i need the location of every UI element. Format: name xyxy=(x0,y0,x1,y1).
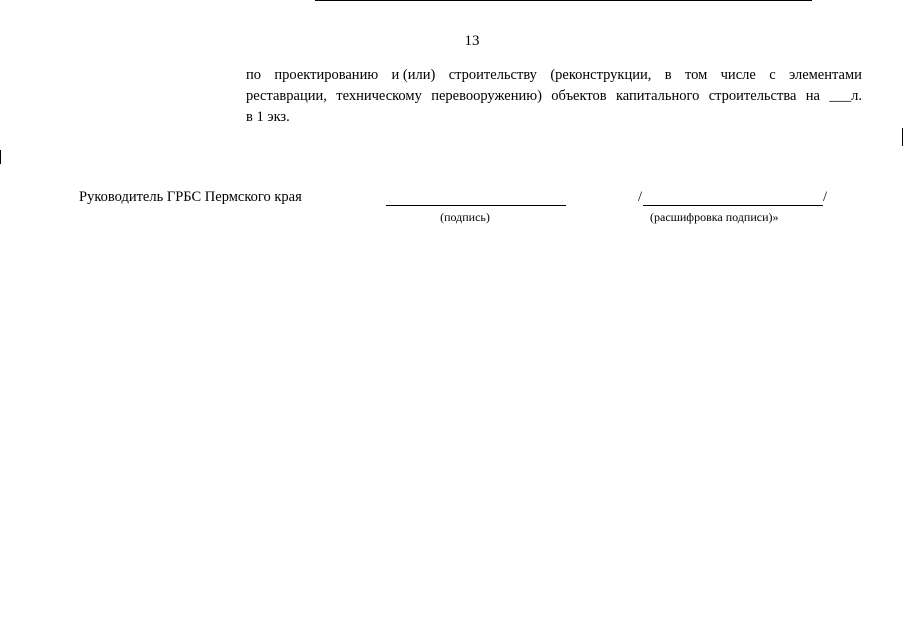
word: и (или) xyxy=(391,67,436,83)
decode-caption: (расшифровка подписи)» xyxy=(650,210,779,224)
word: (реконструкции, xyxy=(550,67,652,83)
word: элементами xyxy=(789,67,862,83)
signature-caption: (подпись) xyxy=(440,210,490,224)
word: капитального xyxy=(615,88,700,104)
word: реставрации, xyxy=(246,88,327,104)
word: на xyxy=(805,88,820,104)
word: в xyxy=(664,67,672,83)
decode-open-slash: / xyxy=(638,189,643,205)
decode-close-slash: / xyxy=(823,189,828,205)
word: строительства xyxy=(708,88,797,104)
word: числе xyxy=(720,67,756,83)
word: том xyxy=(684,67,708,83)
word: строительству xyxy=(448,67,537,83)
paragraph-line-1 xyxy=(246,65,862,86)
word: ___л. xyxy=(829,88,862,104)
word: с xyxy=(769,67,776,83)
word: проектированию xyxy=(274,67,379,83)
word: объектов xyxy=(551,88,607,104)
paragraph-line-2 xyxy=(246,86,862,107)
body-paragraph xyxy=(246,65,862,128)
word: по xyxy=(246,67,262,83)
decode-line xyxy=(643,205,823,206)
word: техническому xyxy=(336,88,422,104)
right-margin-mark xyxy=(902,128,903,146)
paragraph-line-3: в 1 экз. xyxy=(246,109,290,125)
signer-title: Руководитель ГРБС Пермского края xyxy=(79,189,302,205)
left-margin-mark xyxy=(0,150,1,164)
word: перевооружению) xyxy=(431,88,542,104)
page-number: 13 xyxy=(464,33,480,49)
signature-line xyxy=(386,205,566,206)
top-rule xyxy=(315,0,812,1)
